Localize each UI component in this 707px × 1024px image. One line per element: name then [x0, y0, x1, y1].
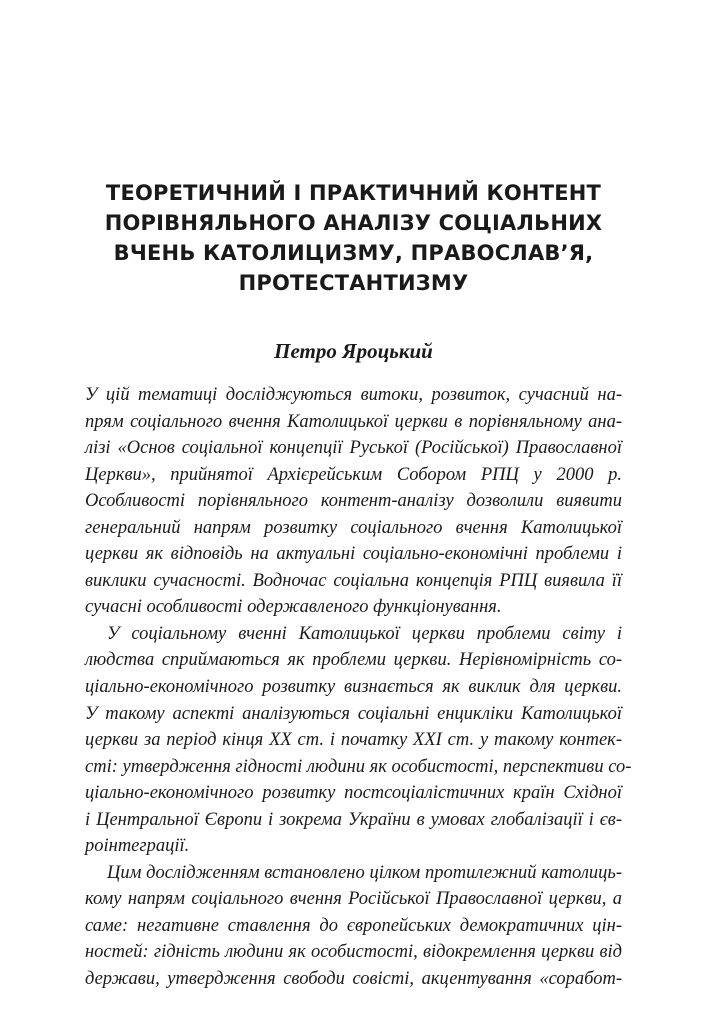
author-name: Петро Яроцький: [274, 339, 433, 363]
text-line: У такому аспекті аналізуються соціальні енцикліки Католицької: [85, 703, 622, 724]
text-line: прям соціального вчення Католицької церкви в порівняльному ана-: [85, 411, 622, 432]
text-line: саме: негативне ставлення до європейських демократичних цін-: [85, 915, 622, 936]
abstract-paragraph-1: [85, 382, 622, 621]
text-line: держави, утвердження свободи совісті, акцентування «соработ-: [85, 969, 622, 990]
text-line: Церкви», прийнятої Архієрейським Собором РПЦ у 2000 р.: [85, 464, 622, 485]
text-line: лізі «Основ соціальної концепції Руської (Російської) Православної: [85, 438, 622, 459]
abstract: [85, 382, 632, 993]
abstract-paragraph-3: [85, 860, 622, 993]
abstract-paragraph-2: [85, 621, 632, 860]
article-title-line: ТЕОРЕТИЧНИЙ І ПРАКТИЧНИЙ КОНТЕНТ: [105, 181, 602, 205]
text-line: церкви як відповідь на актуальні соціально-економічні проблеми і: [85, 544, 622, 565]
text-line: генеральний напрям розвитку соціального вчення Католицької: [85, 517, 622, 538]
article-title-line: ПРОТЕСТАНТИЗМУ: [238, 271, 469, 295]
text-line: У цій тематиці досліджуються витоки, розвиток, сучасний на-: [85, 385, 622, 405]
text-line: кому напрям соціального вчення Російської Православної церкви, а: [85, 889, 622, 910]
text-line: ціально-економічного розвитку визнається як виклик для церкви.: [85, 677, 622, 698]
text-line: людства сприймаються як проблеми церкви. Нерівномірність со-: [85, 650, 622, 671]
text-line: і Центральної Європи і зокрема України в умовах глобалізації і єв-: [85, 809, 622, 830]
text-line: Особливості порівняльного контент-аналізу дозволили виявити: [85, 491, 622, 512]
article-title: [80, 178, 627, 298]
text-line: роінтеграції.: [85, 836, 190, 857]
text-line: ціально-економічного розвитку постсоціалістичних країн Східної: [85, 783, 622, 804]
text-line: Цим дослідженням встановлено цілком протилежний католиць-: [107, 862, 622, 883]
article-title-line: ВЧЕНЬ КАТОЛИЦИЗМУ, ПРАВОСЛАВ’Я,: [113, 241, 594, 265]
text-line: ностей: гідність людини як особистості, відокремлення церкви від: [85, 942, 622, 963]
text-line: виклики сучасності. Водночас соціальна концепція РПЦ виявила її: [85, 570, 622, 591]
text-line: сучасні особливості одержавленого функціонування.: [85, 597, 502, 618]
text-line: У соціальному вченні Католицької церкви проблеми світу і: [107, 623, 622, 644]
article-title-line: ПОРІВНЯЛЬНОГО АНАЛІЗУ СОЦІАЛЬНИХ: [104, 211, 603, 235]
text-line: сті: утвердження гідності людини як особистості, перспективи со-: [85, 756, 632, 777]
text-line: церкви за період кінця XX ст. і початку XXI ст. у такому контек-: [85, 730, 622, 751]
